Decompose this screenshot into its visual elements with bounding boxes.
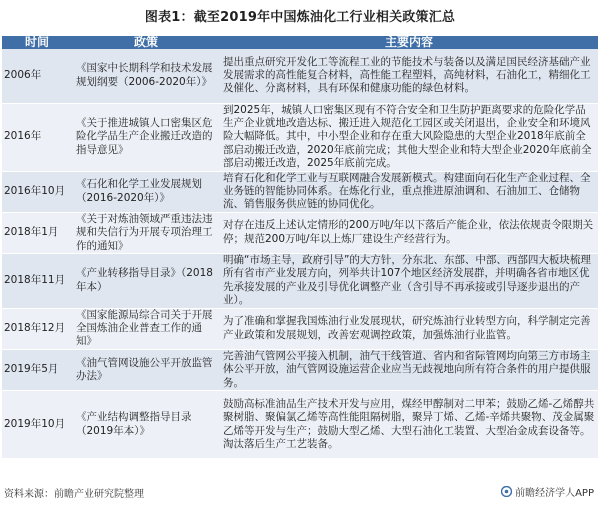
row-time: 2018年1月 (2, 212, 72, 253)
row-time: 2016年 (2, 103, 72, 171)
row-time: 2016年10月 (2, 171, 72, 212)
row-content: 为了准确和掌握我国炼油行业发展现状，研究炼油行业转型方向，科学制定完善产业政策和发展规划，改善宏观调控政策，加强炼油行业监管。 (220, 308, 598, 349)
row-time: 2006年 (2, 49, 72, 103)
table-row (2, 349, 598, 390)
policy-table (2, 36, 598, 459)
table-header-row (2, 36, 598, 49)
header-content: 主要内容 (220, 36, 598, 49)
row-policy: 《国家中长期科学和技术发展规划纲要（2006-2020年）》 (72, 49, 220, 103)
row-policy: 《产业结构调整指导目录（2019年本）》 (72, 391, 220, 459)
row-content: 鼓励高标准油品生产技术开发与应用，煤经甲醇制对二甲苯；鼓励乙烯-乙烯醇共聚树脂、聚偏氯乙烯等高性能阻隔树脂，聚异丁烯、乙烯-辛烯共聚物、茂金属聚乙烯等开发与生产；鼓励大型乙烯、大型石油化工装置、大型冶金成套设备等。淘汰落后生产工艺装备。 (220, 391, 598, 459)
row-content: 培育石化和化学工业与互联网融合发展新模式。构建面向石化生产企业过程、全业务链的智能协同体系。在炼化行业，重点推进原油调和、石油加工、仓储物流、销售服务供应链的协同优化。 (220, 171, 598, 212)
row-policy: 《关于推进城镇人口密集区危险化学品生产企业搬迁改造的指导意见》 (72, 103, 220, 171)
row-policy: 《石化和化学工业发展规划（2016-2020年）》 (72, 171, 220, 212)
table-row (2, 308, 598, 349)
row-policy: 《国家能源局综合司关于开展全国炼油企业普查工作的通知》 (72, 308, 220, 349)
row-time: 2019年10月 (2, 391, 72, 459)
row-time: 2019年5月 (2, 349, 72, 390)
table-row (2, 212, 598, 253)
row-policy: 《关于对炼油领域严重违法违规和失信行为开展专项治理工作的通知》 (72, 212, 220, 253)
row-time: 2018年12月 (2, 308, 72, 349)
brand-footer (501, 484, 594, 499)
row-content: 明确“市场主导，政府引导”的大方针，分东北、东部、中部、西部四大板块梳理所有省市产业发展方向，列举共计107个地区经济发展群，并明确各省市地区优先承接发展的产业及引导优化调整产业（含引导不再承接或引导逐步退出的产业）。 (220, 253, 598, 308)
row-time: 2018年11月 (2, 253, 72, 308)
table-row (2, 391, 598, 459)
chart-title: 图表1：截至2019年中国炼油化工行业相关政策汇总 (144, 10, 456, 25)
source-note: 资料来源：前瞻产业研究院整理 (4, 489, 144, 500)
row-content: 到2025年，城镇人口密集区现有不符合安全和卫生防护距离要求的危险化学品生产企业就地改造达标、搬迁进入规范化工园区或关闭退出，企业安全和环境风险大幅降低。其中，中小型企业和存在重大风险隐患的大型企业2018年底前全部启动搬迁改造，2020年底前完成；其他大型企业和特大型企业2020年底前全部启动搬迁改造，2025年底前完成。 (220, 103, 598, 171)
qianzhan-logo-icon (501, 486, 512, 497)
table-row (2, 171, 598, 212)
brand-label: 前瞻经济学人APP (515, 488, 594, 499)
row-policy: 《产业转移指导目录》（2018年本） (72, 253, 220, 308)
row-content: 提出重点研究开发化工等流程工业的节能技术与装备以及满足国民经济基础产业发展需求的高性能复合材料，高性能工程塑料，高纯材料，石油化工，精细化工及催化、分离材料，具有环保和健康功能的绿色材料。 (220, 49, 598, 103)
row-content: 对存在违反上述认定情形的200万吨/年以下落后产能企业，依法依规责令限期关停；规范200万吨/年以上炼厂建设生产经营行为。 (220, 212, 598, 253)
header-policy: 政策 (72, 36, 220, 49)
row-content: 完善油气管网公平接入机制，油气干线管道、省内和省际管网均向第三方市场主体公平开放，油气管网设施运营企业应当无歧视地向所有符合条件的用户提供服务。 (220, 349, 598, 390)
header-time: 时间 (2, 36, 72, 49)
row-policy: 《油气管网设施公平开放监管办法》 (72, 349, 220, 390)
table-row (2, 49, 598, 103)
table-row (2, 103, 598, 171)
table-row (2, 253, 598, 308)
